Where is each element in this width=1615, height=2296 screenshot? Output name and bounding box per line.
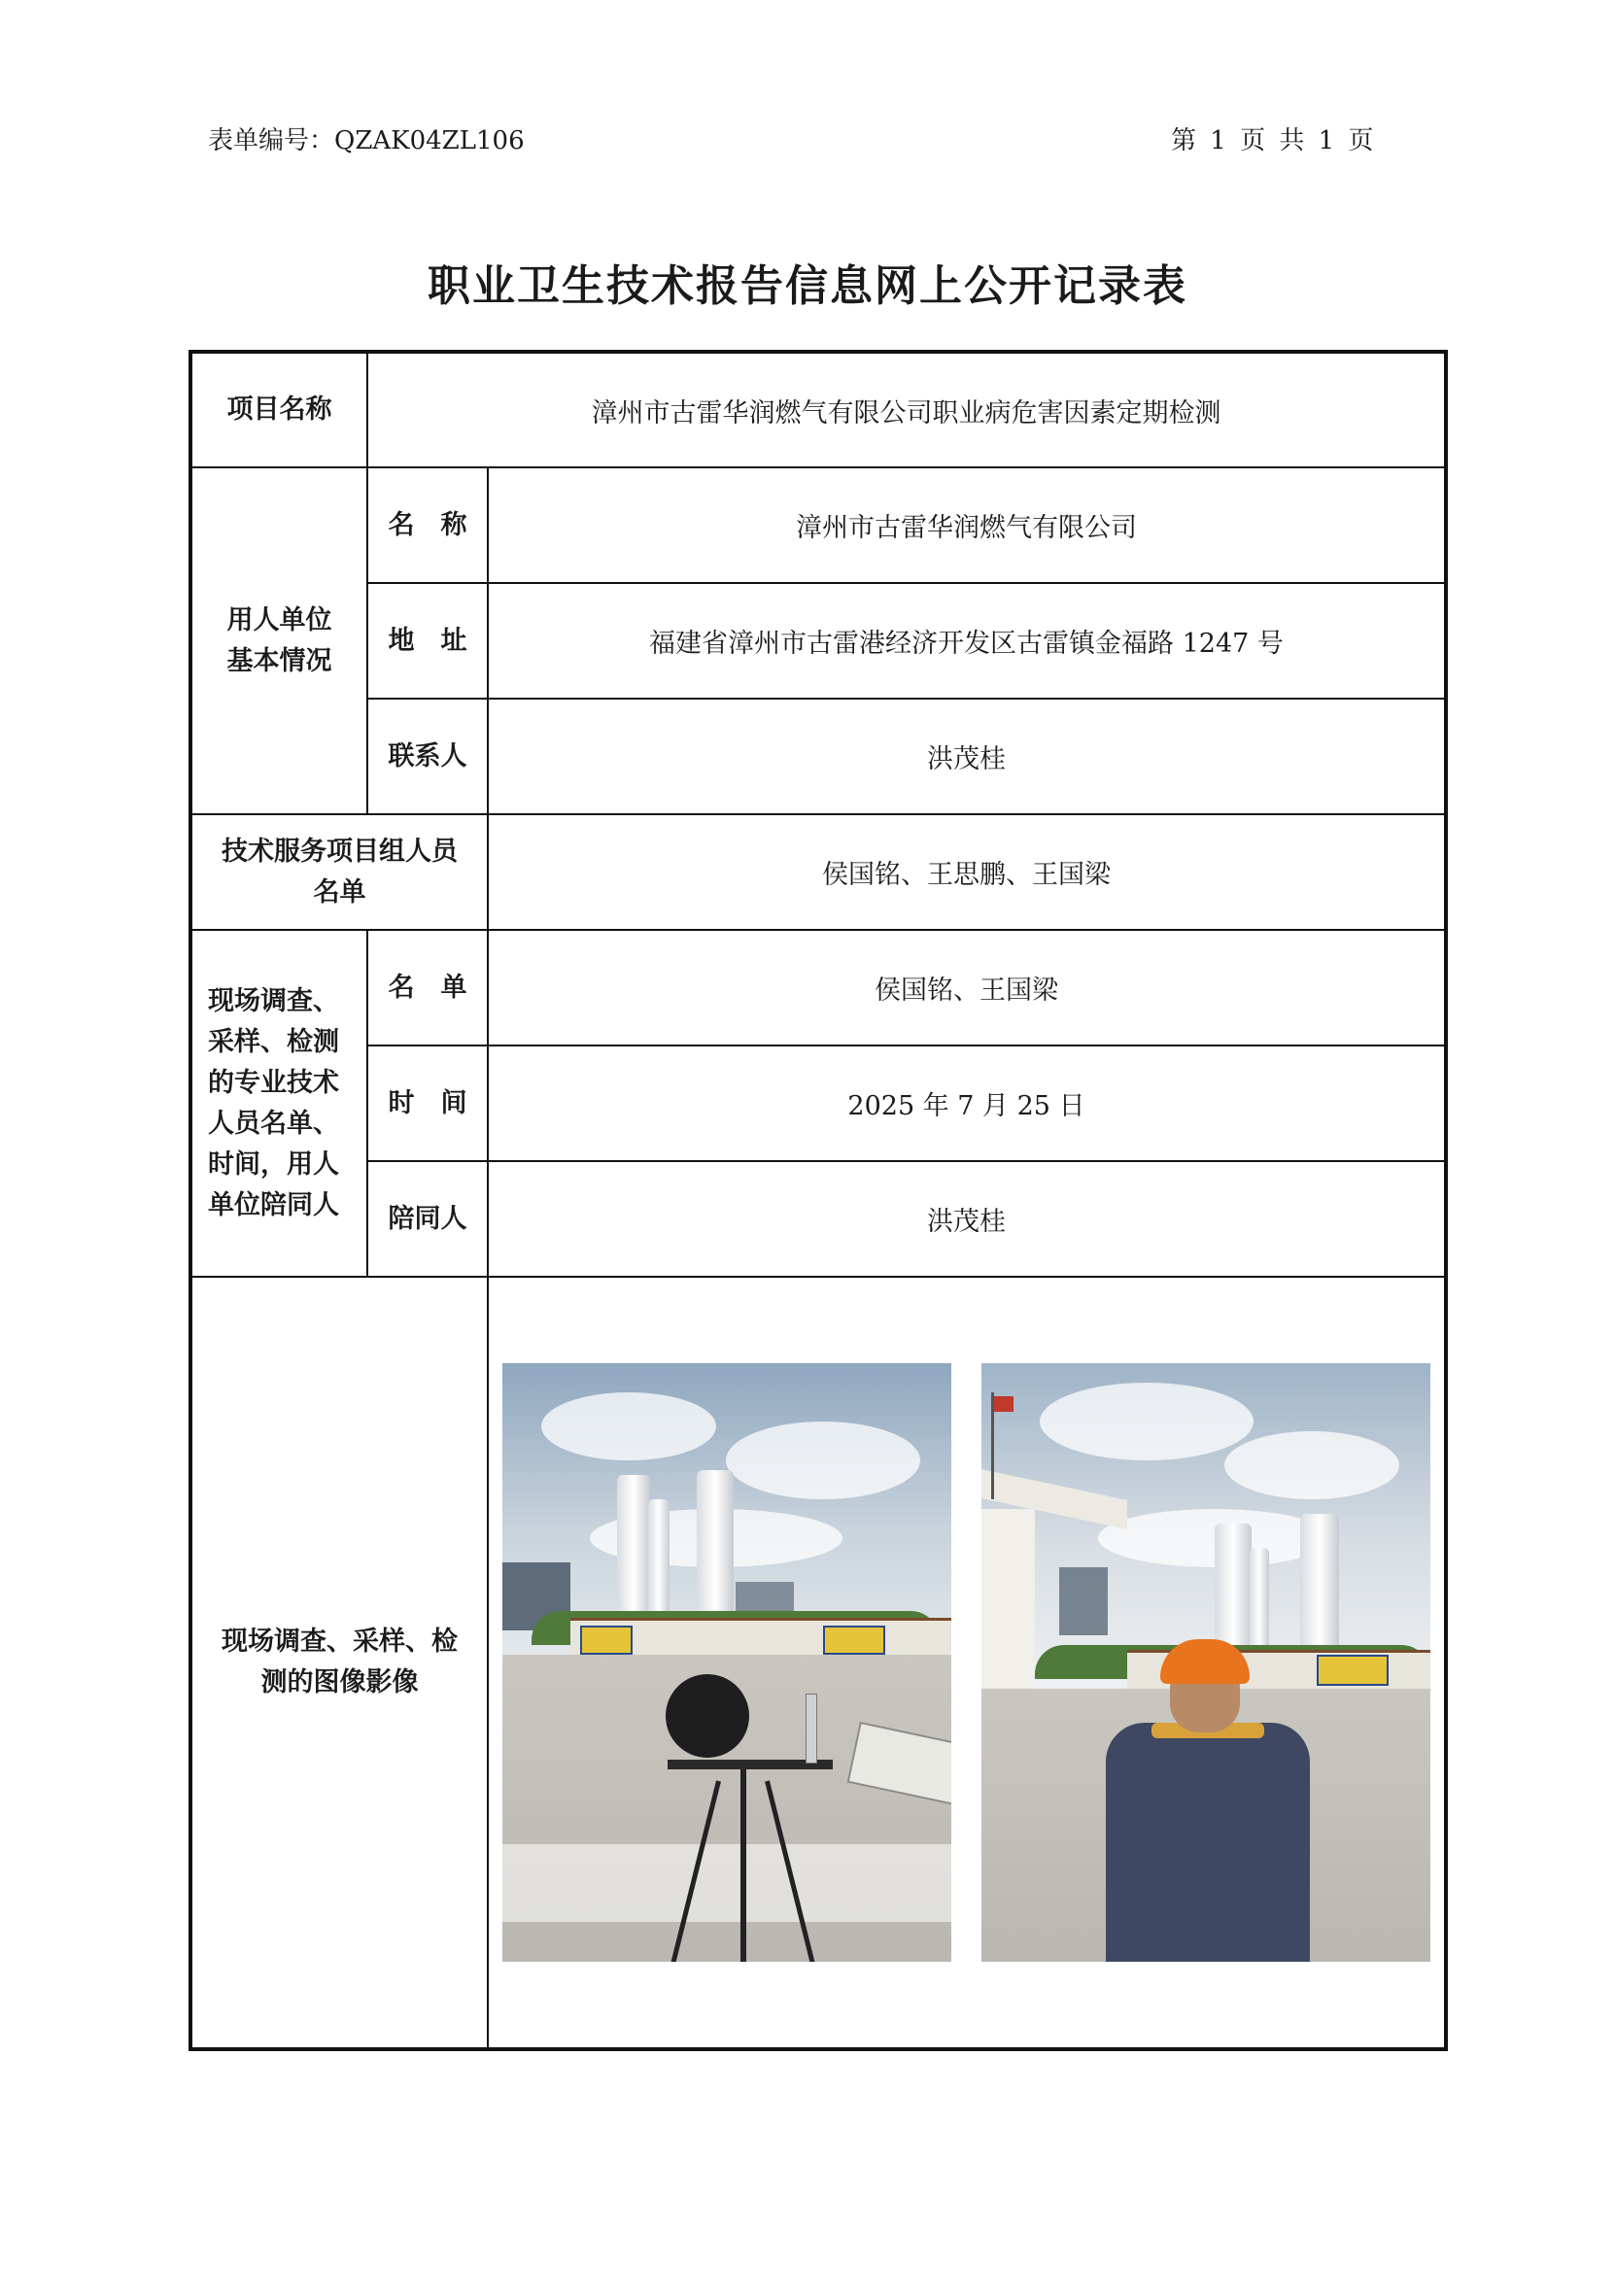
row-survey-escort (190, 1161, 1446, 1277)
row-team (190, 814, 1446, 930)
images-cell (488, 1277, 1446, 2049)
time-value: 2025 年 7 月 25 日 (488, 1045, 1446, 1161)
sign-board (1317, 1655, 1389, 1686)
form-number: 表单编号：QZAK04ZL106 (208, 126, 525, 155)
cloud-shape (541, 1392, 716, 1460)
list-value: 侯国铭、王国梁 (488, 930, 1446, 1045)
globe-sensor (666, 1674, 749, 1758)
overlay-band (502, 1844, 951, 1922)
row-survey-list (190, 930, 1446, 1045)
tower-shape (617, 1475, 650, 1630)
row-employer-name (190, 467, 1446, 583)
tripod-leg (740, 1769, 746, 1962)
survey-label (190, 930, 367, 1277)
escort-value: 洪茂桂 (488, 1161, 1446, 1277)
list-label: 名 单 (367, 930, 488, 1045)
worker-uniform (1106, 1723, 1310, 1962)
images-label-line1: 现场调查、采样、检 (222, 1627, 458, 1657)
project-name-value: 漳州市古雷华润燃气有限公司职业病危害因素定期检测 (367, 352, 1446, 467)
building-shape (1059, 1567, 1108, 1635)
team-label-line1: 技术服务项目组人员 (222, 836, 458, 867)
images-label (190, 1277, 488, 2049)
project-name-label: 项目名称 (190, 352, 367, 467)
contact-value: 洪茂桂 (488, 699, 1446, 814)
survey-label-line: 人员名单、 (208, 1108, 339, 1139)
tower-shape (697, 1470, 734, 1630)
team-value: 侯国铭、王思鹏、王国梁 (488, 814, 1446, 930)
team-label (190, 814, 488, 930)
address-label: 地 址 (367, 583, 488, 699)
sign-board (580, 1626, 633, 1655)
survey-label-line: 采样、检测 (208, 1026, 339, 1057)
name-value: 漳州市古雷华润燃气有限公司 (488, 467, 1446, 583)
cloud-shape (1040, 1383, 1254, 1460)
photo-gallery (489, 1363, 1444, 1962)
row-employer-address (190, 583, 1446, 699)
sensor-probe (806, 1694, 817, 1764)
row-images (190, 1277, 1446, 2049)
row-project-name (190, 352, 1446, 467)
cloud-shape (1224, 1431, 1399, 1499)
row-survey-time (190, 1045, 1446, 1161)
survey-label-line: 现场调查、 (208, 985, 339, 1016)
cloud-shape (726, 1422, 920, 1499)
site-photo-worker[interactable] (981, 1363, 1430, 1962)
document-title: 职业卫生技术报告信息网上公开记录表 (428, 261, 1187, 311)
images-label-line2: 测的图像影像 (260, 1667, 419, 1697)
site-photo-instrument[interactable] (502, 1363, 951, 1962)
escort-label: 陪同人 (367, 1161, 488, 1277)
survey-label-line: 的专业技术 (208, 1067, 339, 1098)
name-label: 名 称 (367, 467, 488, 583)
employer-label (190, 467, 367, 814)
employer-label-line2: 基本情况 (226, 645, 332, 676)
employer-label-line1: 用人单位 (226, 604, 332, 635)
flag (994, 1396, 1014, 1412)
record-table (189, 350, 1448, 2051)
survey-label-line: 单位陪同人 (208, 1189, 339, 1220)
sign-board (823, 1626, 885, 1655)
time-label: 时 间 (367, 1045, 488, 1161)
row-employer-contact (190, 699, 1446, 814)
page-info: 第 1 页 共 1 页 (1171, 126, 1374, 155)
address-value: 福建省漳州市古雷港经济开发区古雷镇金福路 1247 号 (488, 583, 1446, 699)
survey-label-line: 时间，用人 (208, 1148, 339, 1180)
contact-label: 联系人 (367, 699, 488, 814)
team-label-line2: 名单 (313, 876, 366, 908)
